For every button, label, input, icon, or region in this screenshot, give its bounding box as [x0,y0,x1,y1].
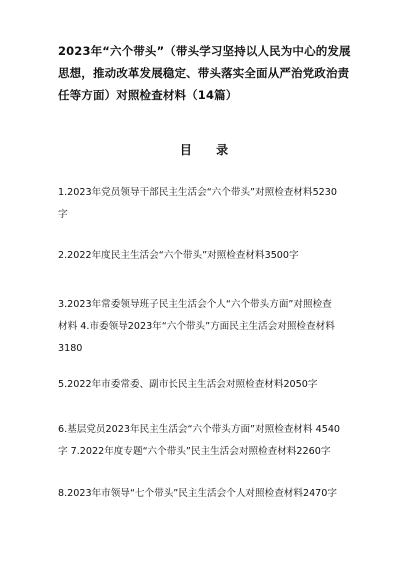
toc-entry-line: 字 [58,209,68,220]
toc-entry-line: 8.2023年市领导“七个带头”民主生活会个人对照检查材料2470字 [58,488,337,499]
toc-entry [58,245,354,267]
document-title-line: 2023年“六个带头”（带头学习坚持以人民为中心的发展 [58,44,351,58]
toc-entry-line: 6.基层党员2023年民主生活会“六个带头方面”对照检查材料 4540 [58,424,341,435]
document-title-line: 任等方面）对照检查材料（14篇） [58,88,238,102]
toc-entry [58,483,354,505]
toc-entry-line: 字 7.2022年度专题“六个带头”民主生活会对照检查材料2260字 [58,446,331,457]
toc-entry [58,419,354,463]
document-title-line: 思想，推动改革发展稳定、带头落实全面从严治党政治责 [58,66,350,80]
toc-heading: 目 录 [179,143,239,157]
toc-entry-line: 3180 [58,343,83,354]
document-title [58,40,354,106]
toc-entry [58,182,354,226]
toc-entry-line: 1.2023年党员领导干部民主生活会“六个带头”对照检查材料5230 [58,187,337,198]
toc-entry-line: 2.2022年度民主生活会“六个带头”对照检查材料3500字 [58,250,299,261]
toc-entry [58,374,354,396]
toc-entry-line: 材料 4.市委领导2023年“六个带头”方面民主生活会对照检查材料 [58,321,335,332]
toc-entry-line: 3.2023年常委领导班子民主生活会个人“六个带头方面”对照检查 [58,299,332,310]
toc-entry-line: 5.2022年市委常委、副市长民主生活会对照检查材料2050字 [58,379,318,390]
toc-entry [58,294,354,360]
